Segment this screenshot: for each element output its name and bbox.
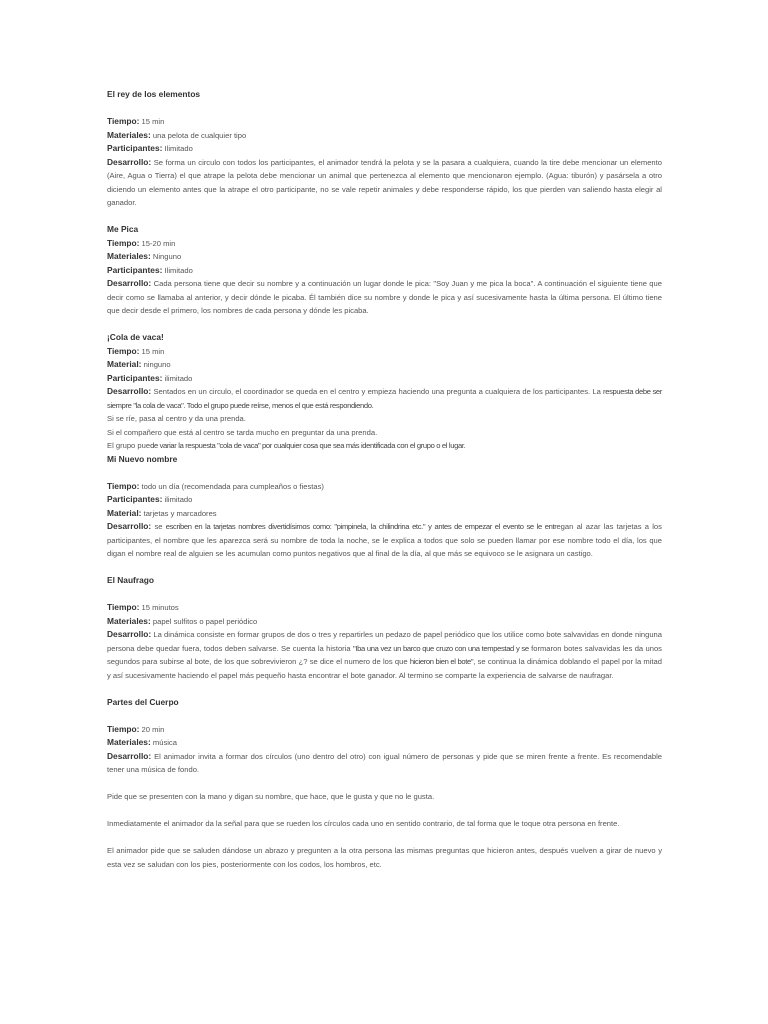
field-desarrollo: Desarrollo: La dinámica consiste en formar grupos de dos o tres y repartirles un pedazo de papel periódico que los utilice como bote salvavidas en donde ninguna persona debe quedar fuera, todos deben salvarse. Se cuenta la historia "Iba una vez un barco que cruzo con una tempestad y se formaron botes salvavidas les da unos segundos para subirse al bote, de los que sobrevivieron ¿? se dice el numero de los que hicieron bien el bote", se continua la dinámica doblando el papel por la mitad y así sucesivamente haciendo el papel más pequeño hasta encontrar el bote ganador. Al termino se comparte la experiencia de salvarse de naufragar. (107, 629, 662, 680)
field-materiales: Materiales: Ninguno (107, 251, 182, 261)
field-tiempo: Tiempo: 15-20 min (107, 237, 176, 248)
text-line: El grupo puede variar la respuesta "cola de vaca" por cualquier cosa que sea más identificada con el grupo o el lugar. (107, 441, 466, 450)
field-tiempo: Tiempo: 15 min (107, 116, 165, 126)
section-title: Mi Nuevo nombre (107, 453, 178, 464)
paragraph: Pide que se presenten con la mano y digan su nombre, que hace, que le gusta y que no le gusta. (107, 792, 435, 801)
field-desarrollo: Desarrollo: Sentados en un circulo, el coordinador se queda en el centro y empieza haciendo una pregunta a cualquiera de los participantes. La respuesta debe ser siempre "la cola de vaca". Todo el grupo puede reírse, menos el que está respondiendo. (107, 386, 662, 410)
text-line: Si se ríe, pasa al centro y da una prenda. (107, 414, 246, 423)
section-title: El Naufrago (107, 575, 154, 585)
document-body (107, 88, 662, 871)
field-tiempo: Tiempo: 20 min (107, 723, 165, 734)
field-desarrollo: Desarrollo: se escriben en la tarjetas nombres divertidísimos como: "pimpinela, la chilindrina etc." y antes de empezar el evento se le entregan al azar las tarjetas a los participantes, el nombre que les aparezca será su nombre de toda la noche, se le explica a todos que solo se pueden llamar por ese nombre todo el día, los que digan el nombre real de alguien se les acumulan como puntos negativos que al final de la día, al que más se equivoco se le asignara un castigo. (107, 521, 662, 558)
field-participantes: Participantes: Ilimitado (107, 264, 193, 275)
field-material: Material: ninguno (107, 359, 171, 369)
field-materiales: Materiales: una pelota de cualquier tipo (107, 129, 247, 140)
paragraph: Inmediatamente el animador da la señal para que se rueden los círculos cada uno en sentido contrario, de tal forma que le toque otra persona en frente. (107, 819, 620, 828)
section-title: Partes del Cuerpo (107, 696, 179, 707)
field-participantes: Participantes: Ilimitado (107, 143, 193, 153)
field-participantes: Participantes: ilimitado (107, 494, 193, 504)
field-tiempo: Tiempo: todo un día (recomendada para cumpleaños o fiestas) (107, 480, 324, 491)
field-materiales: Materiales: papel sulfitos o papel periódico (107, 615, 258, 626)
field-materiales: Materiales: música (107, 737, 177, 747)
paragraph: El animador pide que se saluden dándose un abrazo y pregunten a la otra persona las mismas preguntas que hicieron antes, después vuelven a girar de nuevo y esta vez se saludan con los pies, posteriormente con los codos, los hombros, etc. (107, 846, 662, 869)
field-material: Material: tarjetas y marcadores (107, 507, 217, 518)
section-title: El rey de los elementos (107, 89, 201, 99)
field-tiempo: Tiempo: 15 min (107, 345, 165, 356)
field-desarrollo: Desarrollo: Cada persona tiene que decir su nombre y a continuación un lugar donde le pica: "Soy Juan y me pica la boca". A continuación el siguiente tiene que decir como se llamaba al anterior, y decir dónde le picaba. Él también dice su nombre y donde le pica y así sucesivamente hasta la última persona. El último tiene que decir desde el primero, los nombres de cada persona y dónde les picaba. (107, 278, 662, 315)
section-title: Me Pica (107, 224, 139, 234)
field-participantes: Participantes: ilimitado (107, 372, 193, 383)
field-desarrollo: Desarrollo: El animador invita a formar dos círculos (uno dentro del otro) con igual número de personas y pide que se miren frente a frente. Es recomendable tener una música de fondo. (107, 750, 662, 774)
section-title: ¡Cola de vaca! (107, 332, 164, 342)
text-line: Si el compañero que está al centro se tarda mucho en preguntar da una prenda. (107, 427, 378, 437)
field-desarrollo: Desarrollo: Se forma un circulo con todos los participantes, el animador tendrá la pelota y se la pasara a cualquiera, cuando la tire debe mencionar un elemento (Aire, Agua o Tierra) el que atrape la pelota debe mencionar un animal que pertenezca al elemento que mencionaron ejemplo. (Agua: tiburón) y pasársela a otro diciendo un elemento antes que la atrape el otro participante, no se vale repetir animales y debe responderse rápido, los que pierden van saliendo hasta elegir al ganador. (107, 156, 662, 207)
field-tiempo: Tiempo: 15 minutos (107, 602, 179, 612)
